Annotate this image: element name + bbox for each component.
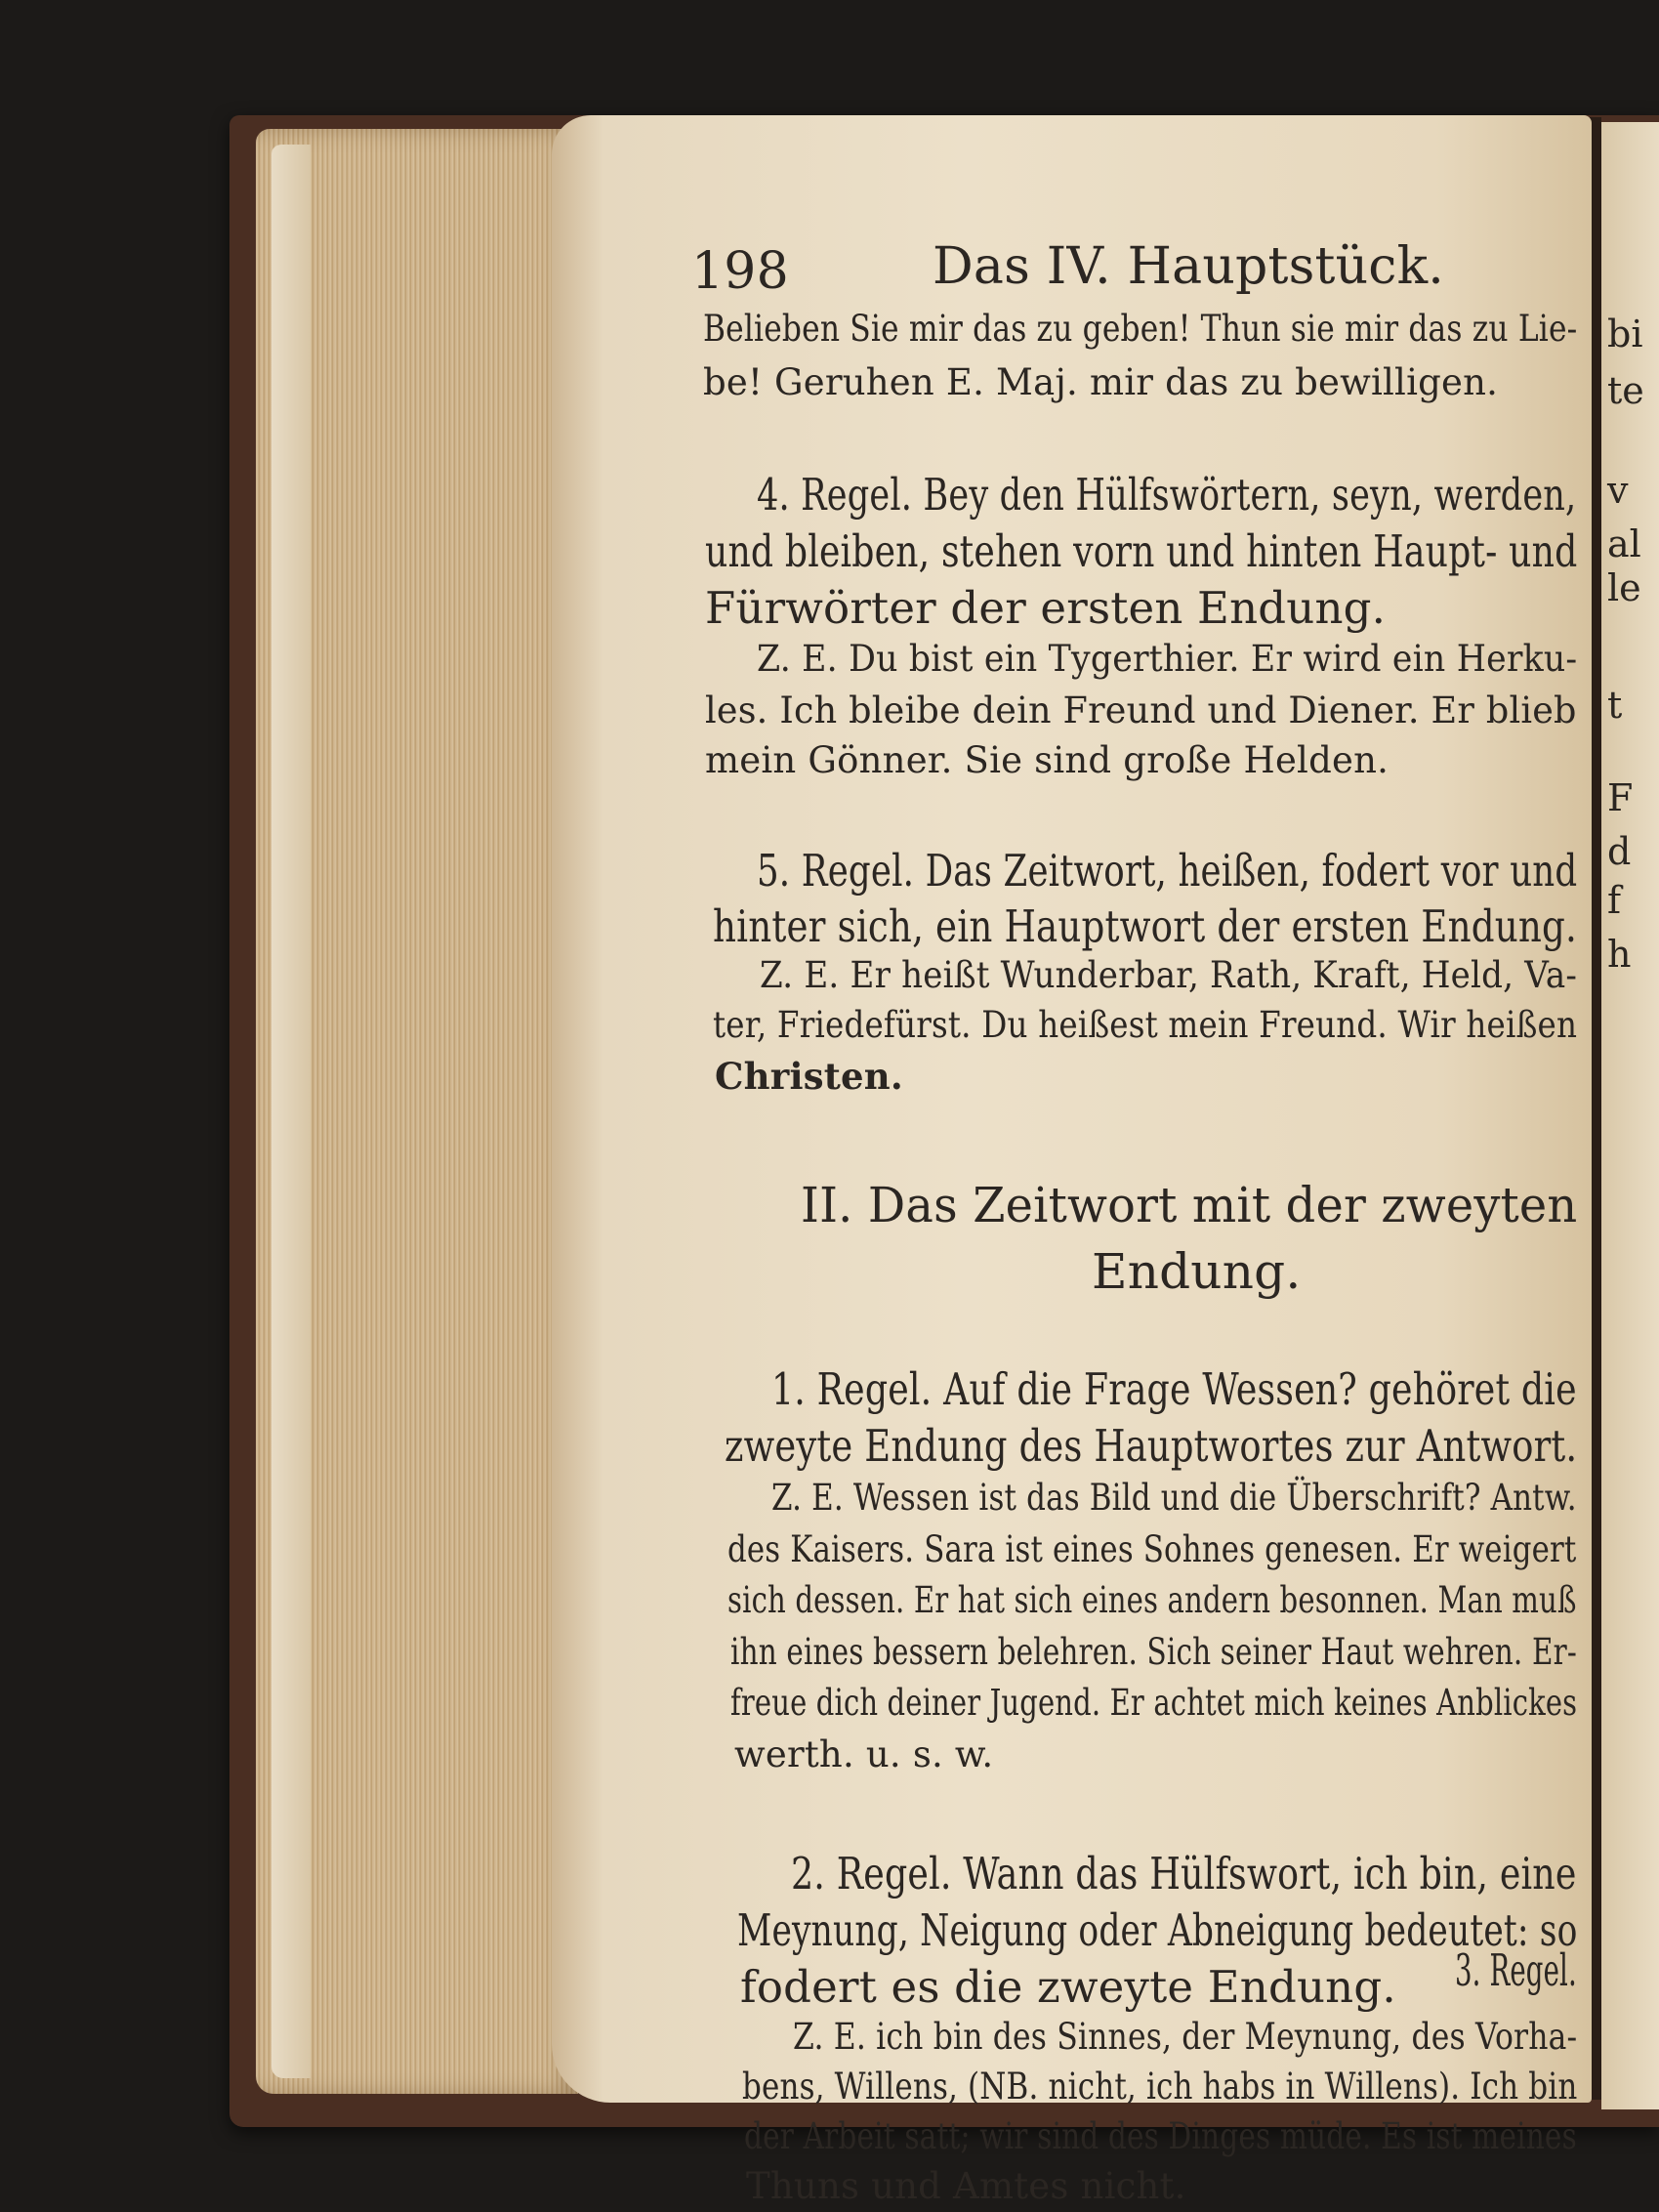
facing-page-letters: t	[1607, 684, 1623, 727]
facing-page-letters: F	[1607, 776, 1634, 819]
text-line: sich dessen. Er hat sich eines andern besonnen. Man muß	[727, 1579, 1577, 1621]
text-line: und bleiben, stehen vorn und hinten Haupt- und	[705, 525, 1578, 577]
facing-page-letters: f	[1607, 879, 1622, 922]
book-page	[552, 115, 1592, 2207]
text-line: 2. Regel. Wann das Hülfswort, ich bin, eine	[791, 1848, 1577, 1899]
text-line: der Arbeit satt; wir sind des Dinges müde. Es ist meines	[744, 2115, 1577, 2157]
text-line: Z. E. Er heißt Wunderbar, Rath, Kraft, Held, Va-	[760, 954, 1578, 996]
text-line: Z. E. Wessen ist das Bild und die Überschrift? Antw.	[771, 1477, 1577, 1519]
facing-page-letters: d	[1607, 830, 1632, 873]
text-line: 4. Regel. Bey den Hülfswörtern, seyn, werden,	[757, 469, 1577, 521]
text-line: Z. E. ich bin des Sinnes, der Meynung, des Vorha-	[793, 2016, 1578, 2058]
facing-page-letters: v	[1607, 469, 1629, 512]
facing-page-letters: te	[1607, 369, 1644, 412]
text-line: hinter sich, ein Hauptwort der ersten Endung.	[713, 900, 1578, 952]
text-line: bens, Willens, (NB. nicht, ich habs in Willens). Ich bin	[742, 2066, 1578, 2108]
facing-page-letters: le	[1607, 566, 1641, 609]
text-line: ter, Friedefürst. Du heißest mein Freund. Wir heißen	[713, 1004, 1578, 1046]
text-line: Christen.	[715, 1055, 903, 1098]
facing-page-letters: bi	[1607, 313, 1643, 355]
text-line: Endung.	[1092, 1243, 1302, 1300]
text-line: fodert es die zweyte Endung.	[740, 1961, 1396, 2013]
catchword: 3. Regel.	[1455, 1944, 1577, 1996]
text-line: be! Geruhen E. Maj. mir das zu bewilligen.	[703, 361, 1499, 403]
text-line: Fürwörter der ersten Endung.	[705, 582, 1387, 634]
text-line: ihn eines bessern belehren. Sich seiner Haut wehren. Er-	[730, 1631, 1577, 1673]
text-line: des Kaisers. Sara ist eines Sohnes genesen. Er weigert	[727, 1528, 1577, 1570]
text-line: Thuns und Amtes nicht.	[746, 2165, 1186, 2207]
facing-page-letters: al	[1607, 522, 1641, 565]
page-number: 198	[691, 242, 789, 301]
page-edge-highlight	[271, 145, 311, 2078]
text-line: werth. u. s. w.	[734, 1733, 994, 1775]
running-head: Das IV. Hauptstück.	[933, 237, 1445, 296]
text-line: les. Ich bleibe dein Freund und Diener. Er blieb	[705, 689, 1577, 731]
facing-page-fragment	[1601, 122, 1659, 2109]
text-line: II. Das Zeitwort mit der zweyten	[801, 1177, 1578, 1233]
text-line: Meynung, Neigung oder Abneigung bedeutet: so	[737, 1904, 1578, 1956]
text-line: Z. E. Du bist ein Tygerthier. Er wird ein Herku-	[757, 638, 1578, 680]
text-line: mein Gönner. Sie sind große Helden.	[705, 739, 1389, 781]
text-line: 1. Regel. Auf die Frage Wessen? gehöret die	[771, 1363, 1577, 1415]
facing-page-letters: h	[1607, 933, 1632, 976]
text-line: zweyte Endung des Hauptwortes zur Antwort.	[725, 1420, 1578, 1472]
text-line: freue dich deiner Jugend. Er achtet mich keines Anblickes	[730, 1682, 1578, 1724]
text-line: 5. Regel. Das Zeitwort, heißen, fodert vor und	[757, 845, 1578, 897]
text-line: Belieben Sie mir das zu geben! Thun sie mir das zu Lie-	[703, 308, 1578, 350]
